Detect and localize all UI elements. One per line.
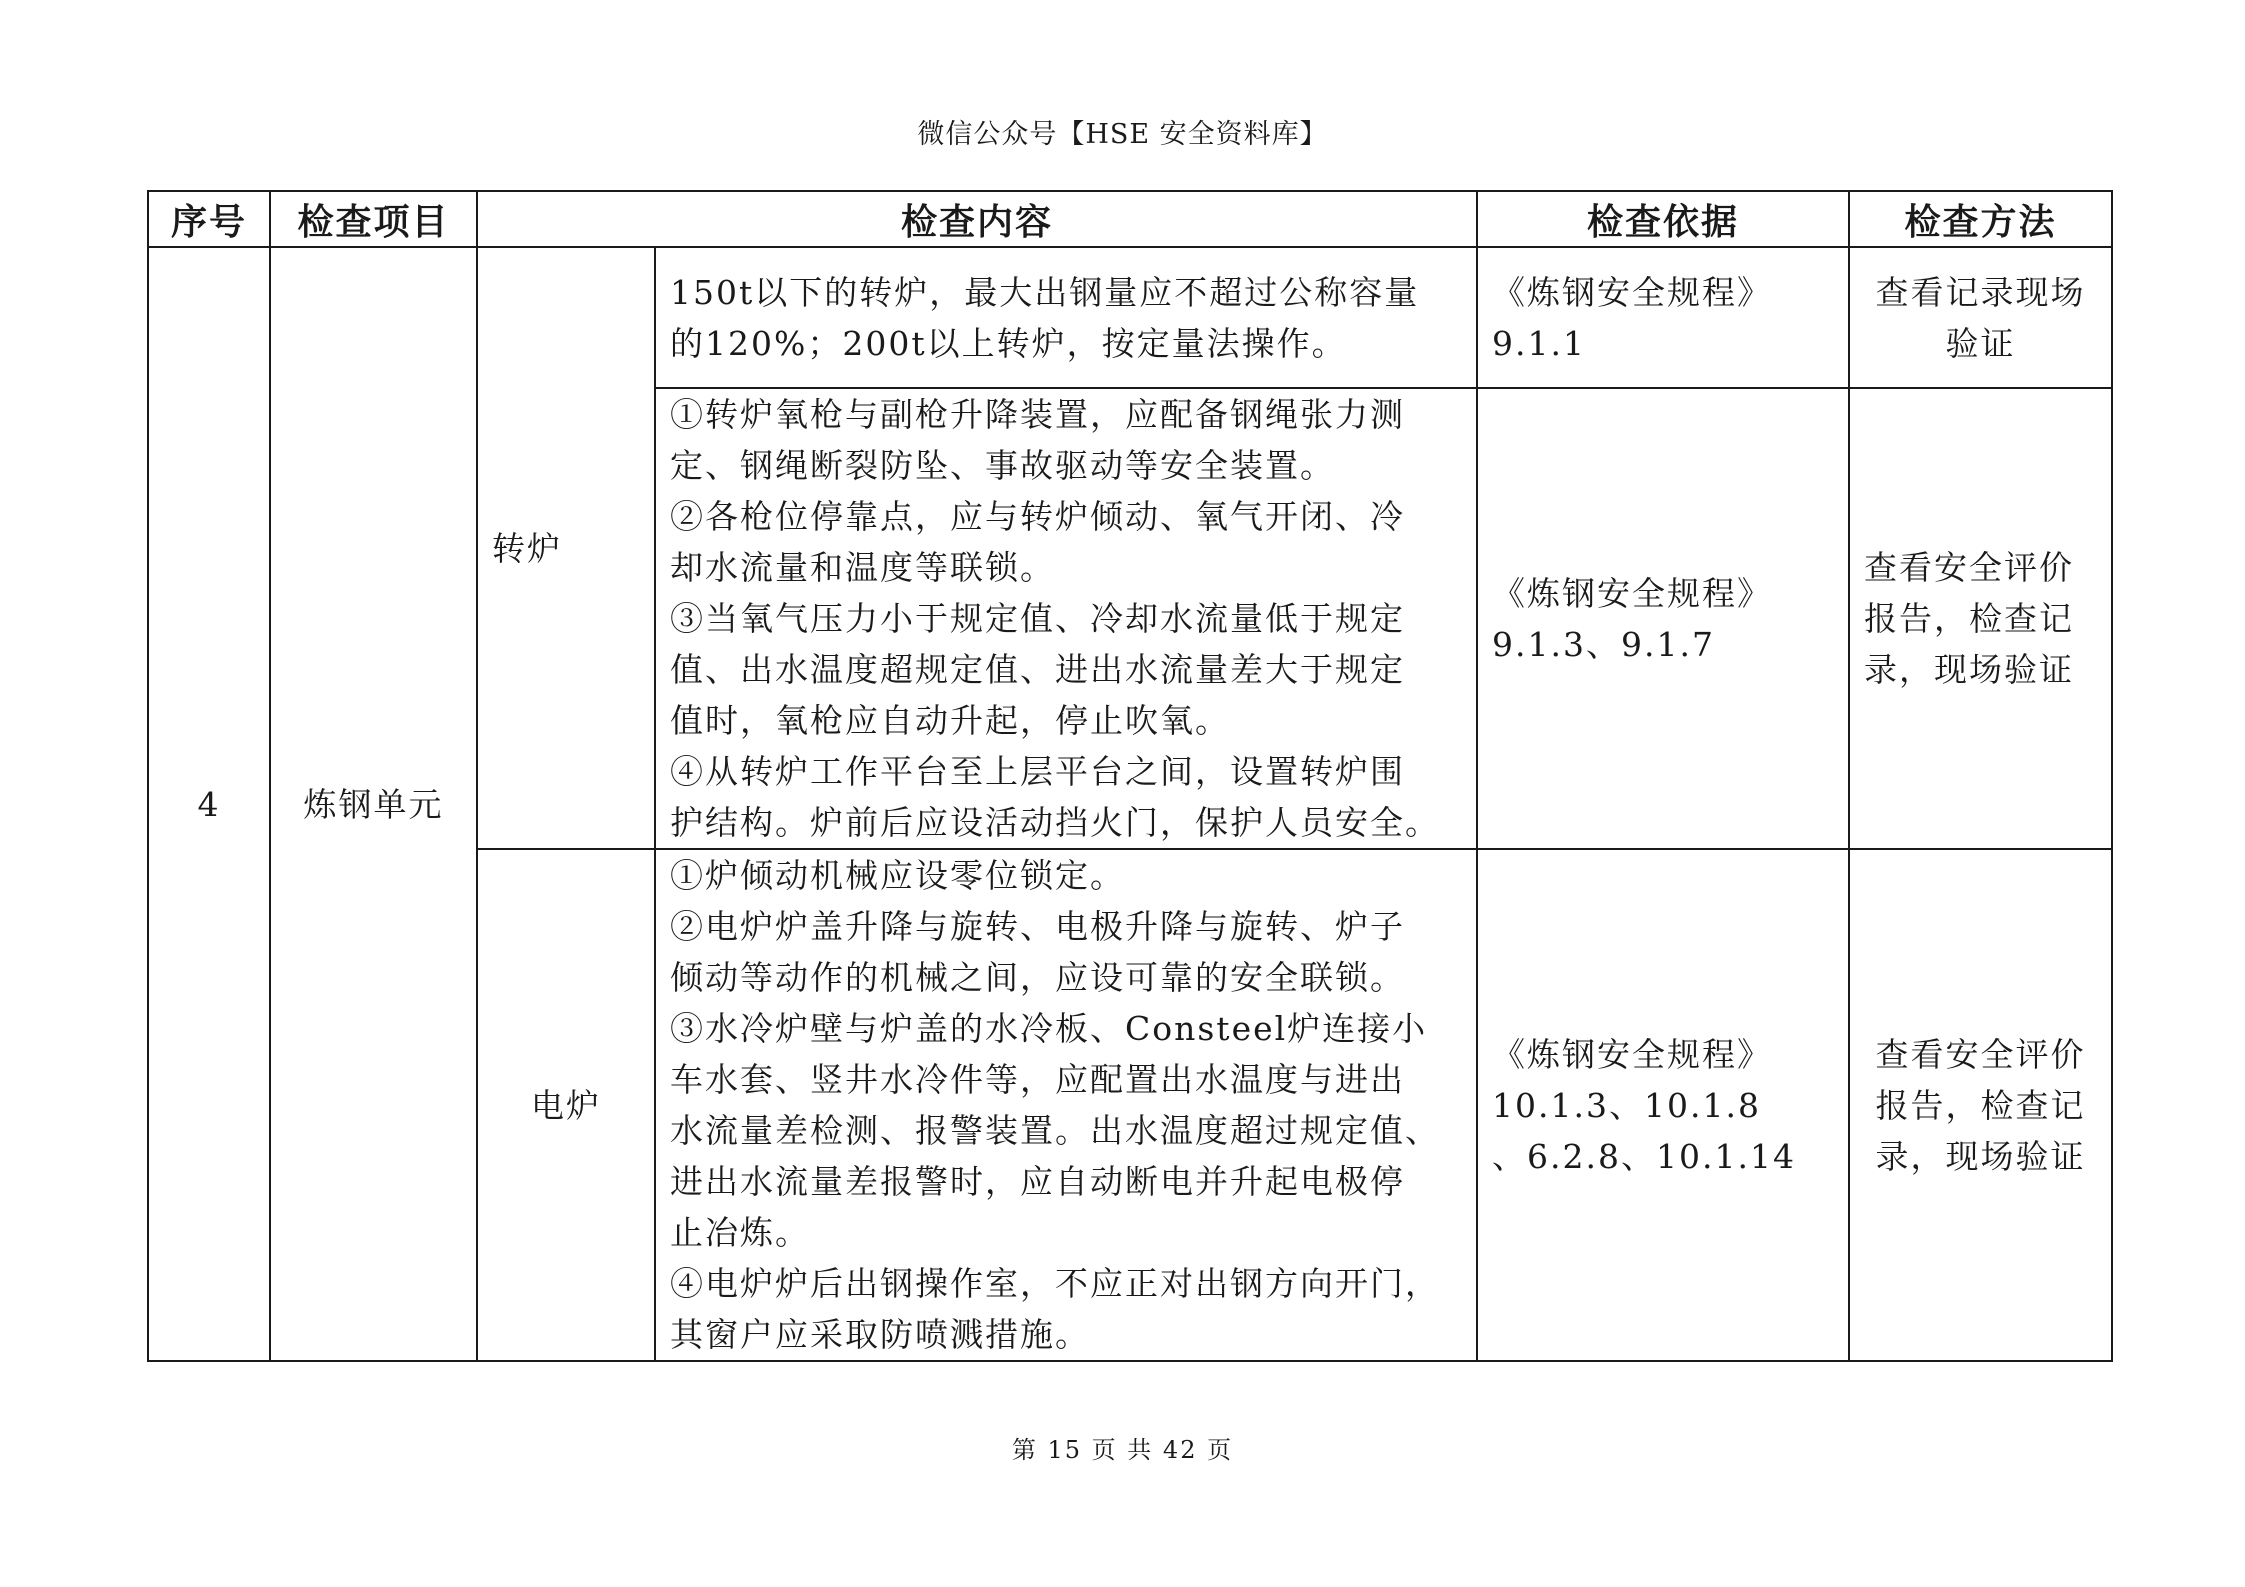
content-line: ③当氧气压力小于规定值、冷却水流量低于规定 <box>670 599 1405 638</box>
method-line: 录，现场验证 <box>1864 650 2075 689</box>
basis-line: 《炼钢安全规程》 <box>1492 573 1773 613</box>
content-line: ①转炉氧枪与副枪升降装置，应配备钢绳张力测 <box>670 395 1405 434</box>
page-header: 微信公众号【HSE 安全资料库】 <box>917 119 1328 150</box>
basis-line: 9.1.3、9.1.7 <box>1492 624 1715 664</box>
inspection-table <box>147 190 2113 1362</box>
content-line: ②电炉炉盖升降与旋转、电极升降与旋转、炉子 <box>670 907 1405 946</box>
content-line: 其窗户应采取防喷溅措施。 <box>670 1315 1090 1354</box>
content-line: 进出水流量差报警时，应自动断电并升起电极停 <box>670 1162 1405 1201</box>
table-header-row <box>148 191 2112 247</box>
content-line: 值时，氧枪应自动升起，停止吹氧。 <box>670 701 1230 740</box>
content-line: ③水冷炉壁与炉盖的水冷板、Consteel炉连接小 <box>670 1009 1428 1048</box>
method-cell <box>1849 849 2112 1361</box>
method-line: 报告，检查记 <box>1875 1085 2086 1125</box>
content-line: 却水流量和温度等联锁。 <box>670 548 1055 587</box>
content-line: ①炉倾动机械应设零位锁定。 <box>670 856 1125 895</box>
content-line: 的120%；200t以上转炉，按定量法操作。 <box>670 323 1347 363</box>
content-line: 150t以下的转炉，最大出钢量应不超过公称容量 <box>670 272 1420 312</box>
content-line: ④从转炉工作平台至上层平台之间，设置转炉围 <box>670 752 1405 791</box>
col-header-item: 检查项目 <box>270 191 477 247</box>
content-line: 定、钢绳断裂防坠、事故驱动等安全装置。 <box>670 446 1335 485</box>
content-line: 值、出水温度超规定值、进出水流量差大于规定 <box>670 650 1405 689</box>
content-cell <box>655 388 1477 849</box>
col-header-method: 检查方法 <box>1849 191 2112 247</box>
basis-line: 9.1.1 <box>1492 323 1586 363</box>
basis-line: 、6.2.8、10.1.14 <box>1492 1136 1796 1176</box>
item-number: 4 <box>148 247 270 1361</box>
method-cell <box>1849 247 2112 388</box>
table-row <box>148 247 2112 388</box>
col-header-number: 序号 <box>148 191 270 247</box>
page-footer: 第 15 页 共 42 页 <box>1011 1436 1234 1464</box>
basis-line: 《炼钢安全规程》 <box>1492 1034 1773 1074</box>
basis-cell <box>1477 849 1849 1361</box>
method-line: 报告，检查记 <box>1864 599 2075 638</box>
method-line: 验证 <box>1945 323 2016 363</box>
col-header-basis: 检查依据 <box>1477 191 1849 247</box>
basis-cell <box>1477 388 1849 849</box>
content-line: 护结构。炉前后应设活动挡火门，保护人员安全。 <box>670 803 1440 842</box>
content-line: 倾动等动作的机械之间，应设可靠的安全联锁。 <box>670 958 1405 997</box>
method-line: 查看安全评价 <box>1864 548 2075 587</box>
method-line: 查看安全评价 <box>1875 1034 2086 1074</box>
content-line: 止冶炼。 <box>670 1213 810 1252</box>
content-cell <box>655 849 1477 1361</box>
content-line: ②各枪位停靠点，应与转炉倾动、氧气开闭、冷 <box>670 497 1405 536</box>
content-cell <box>655 247 1477 388</box>
content-line: 水流量差检测、报警装置。出水温度超过规定值、 <box>670 1111 1440 1150</box>
col-header-content: 检查内容 <box>477 191 1477 247</box>
basis-line: 《炼钢安全规程》 <box>1492 272 1773 312</box>
basis-cell <box>1477 247 1849 388</box>
content-line: ④电炉炉后出钢操作室，不应正对出钢方向开门， <box>670 1264 1440 1303</box>
subgroup-electric-furnace: 电炉 <box>477 849 655 1361</box>
content-line: 车水套、竖井水冷件等，应配置出水温度与进出 <box>670 1060 1405 1099</box>
item-name: 炼钢单元 <box>270 247 477 1361</box>
subgroup-converter: 转炉 <box>477 247 655 849</box>
method-line: 查看记录现场 <box>1875 272 2086 312</box>
method-cell <box>1849 388 2112 849</box>
basis-line: 10.1.3、10.1.8 <box>1492 1085 1761 1125</box>
method-line: 录，现场验证 <box>1875 1136 2086 1176</box>
